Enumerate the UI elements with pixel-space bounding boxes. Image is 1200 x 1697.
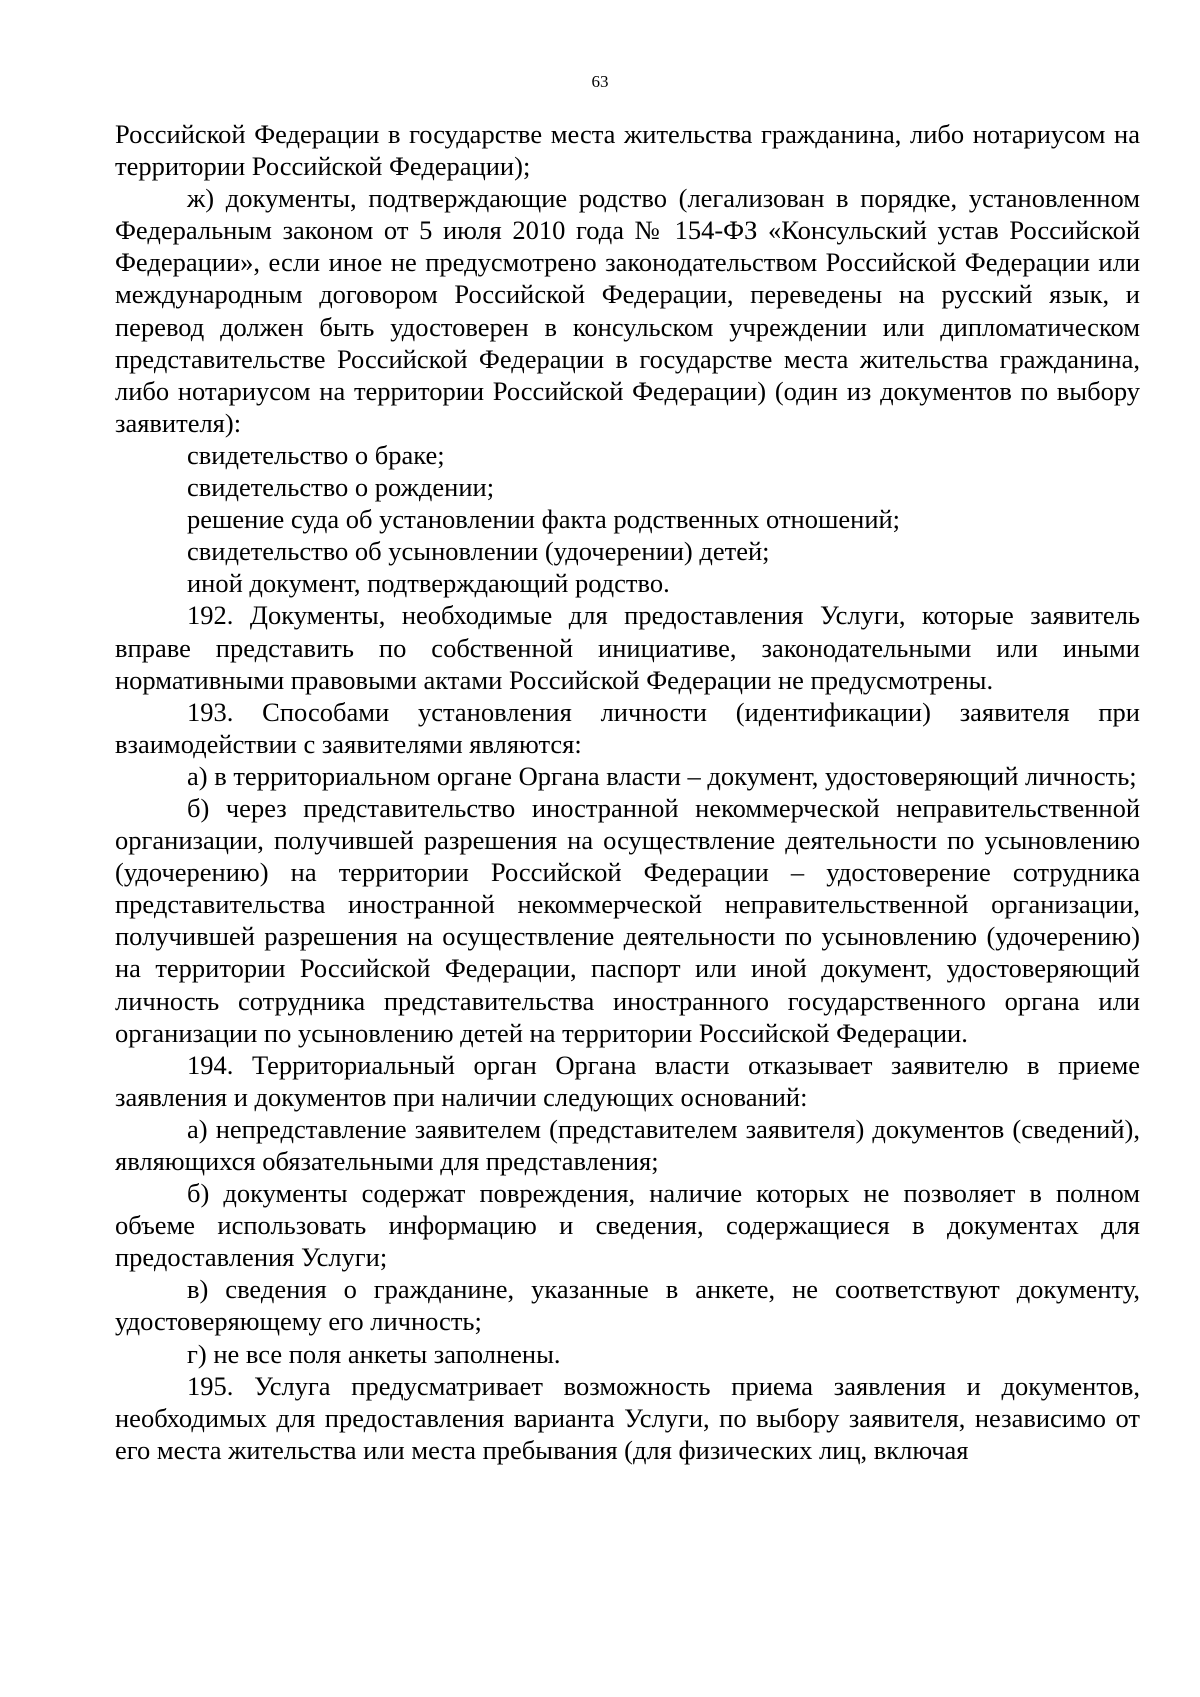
paragraph-continuation: Российской Федерации в государстве места жительства гражданина, либо нотариусом на территории Российской Федерации); (115, 119, 1140, 182)
paragraph-193-b: б) через представительство иностранной некоммерческой неправительственной организации, получившей разрешения на осуществление деятельности по усыновлению (удочерению) на территории Российской Федерации – удостоверение сотрудника представительства иностранной некоммерческой неправительственной организации, получившей разрешения на осуществление деятельности по усыновлению (удочерению) на территории Российской Федерации, паспорт или иной документ, удостоверяющий личность сотрудника представительства иностранного государственного органа или организации по усыновлению детей на территории Российской Федерации. (115, 792, 1140, 1048)
paragraph-194-a: а) непредставление заявителем (представителем заявителя) документов (сведений), являющихся обязательными для представления; (115, 1113, 1140, 1176)
paragraph-192: 192. Документы, необходимые для предоставления Услуги, которые заявитель вправе представить по собственной инициативе, законодательными или иными нормативными правовыми актами Российской Федерации не предусмотрены. (115, 600, 1140, 695)
list-item: свидетельство об усыновлении (удочерении) детей; (187, 536, 770, 567)
paragraph-194-g: г) не все поля анкеты заполнены. (187, 1338, 561, 1369)
list-item: иной документ, подтверждающий родство. (187, 568, 670, 599)
page-number: 63 (591, 72, 609, 91)
paragraph-item-zh: ж) документы, подтверждающие родство (легализован в порядке, установленном Федеральным законом от 5 июля 2010 года № 154-ФЗ «Консульский устав Российской Федерации», если иное не предусмотрено законодательством Российской Федерации или международным договором Российской Федерации, переведены на русский язык, и перевод должен быть удостоверен в консульском учреждении или дипломатическом представительстве Российской Федерации в государстве места жительства гражданина, либо нотариусом на территории Российской Федерации) (один из документов по выбору заявителя): (115, 183, 1140, 438)
paragraph-195: 195. Услуга предусматривает возможность приема заявления и документов, необходимых для предоставления варианта Услуги, по выбору заявителя, независимо от его места жительства или места пребывания (для физических лиц, включая (115, 1370, 1140, 1465)
document-body (115, 118, 1140, 1466)
paragraph-194-v: в) сведения о гражданине, указанные в анкете, не соответствуют документу, удостоверяющему его личность; (115, 1274, 1140, 1337)
paragraph-194: 194. Территориальный орган Органа власти отказывает заявителю в приеме заявления и документов при наличии следующих оснований: (115, 1049, 1140, 1112)
paragraph-193: 193. Способами установления личности (идентификации) заявителя при взаимодействии с заявителями являются: (115, 696, 1140, 759)
list-item: свидетельство о рождении; (187, 472, 495, 503)
list-item: свидетельство о браке; (187, 439, 445, 470)
list-item: решение суда об установлении факта родственных отношений; (187, 504, 901, 535)
paragraph-194-b: б) документы содержат повреждения, наличие которых не позволяет в полном объеме использовать информацию и сведения, содержащиеся в документах для предоставления Услуги; (115, 1178, 1140, 1273)
paragraph-193-a: а) в территориальном органе Органа власти – документ, удостоверяющий личность; (187, 760, 1137, 791)
